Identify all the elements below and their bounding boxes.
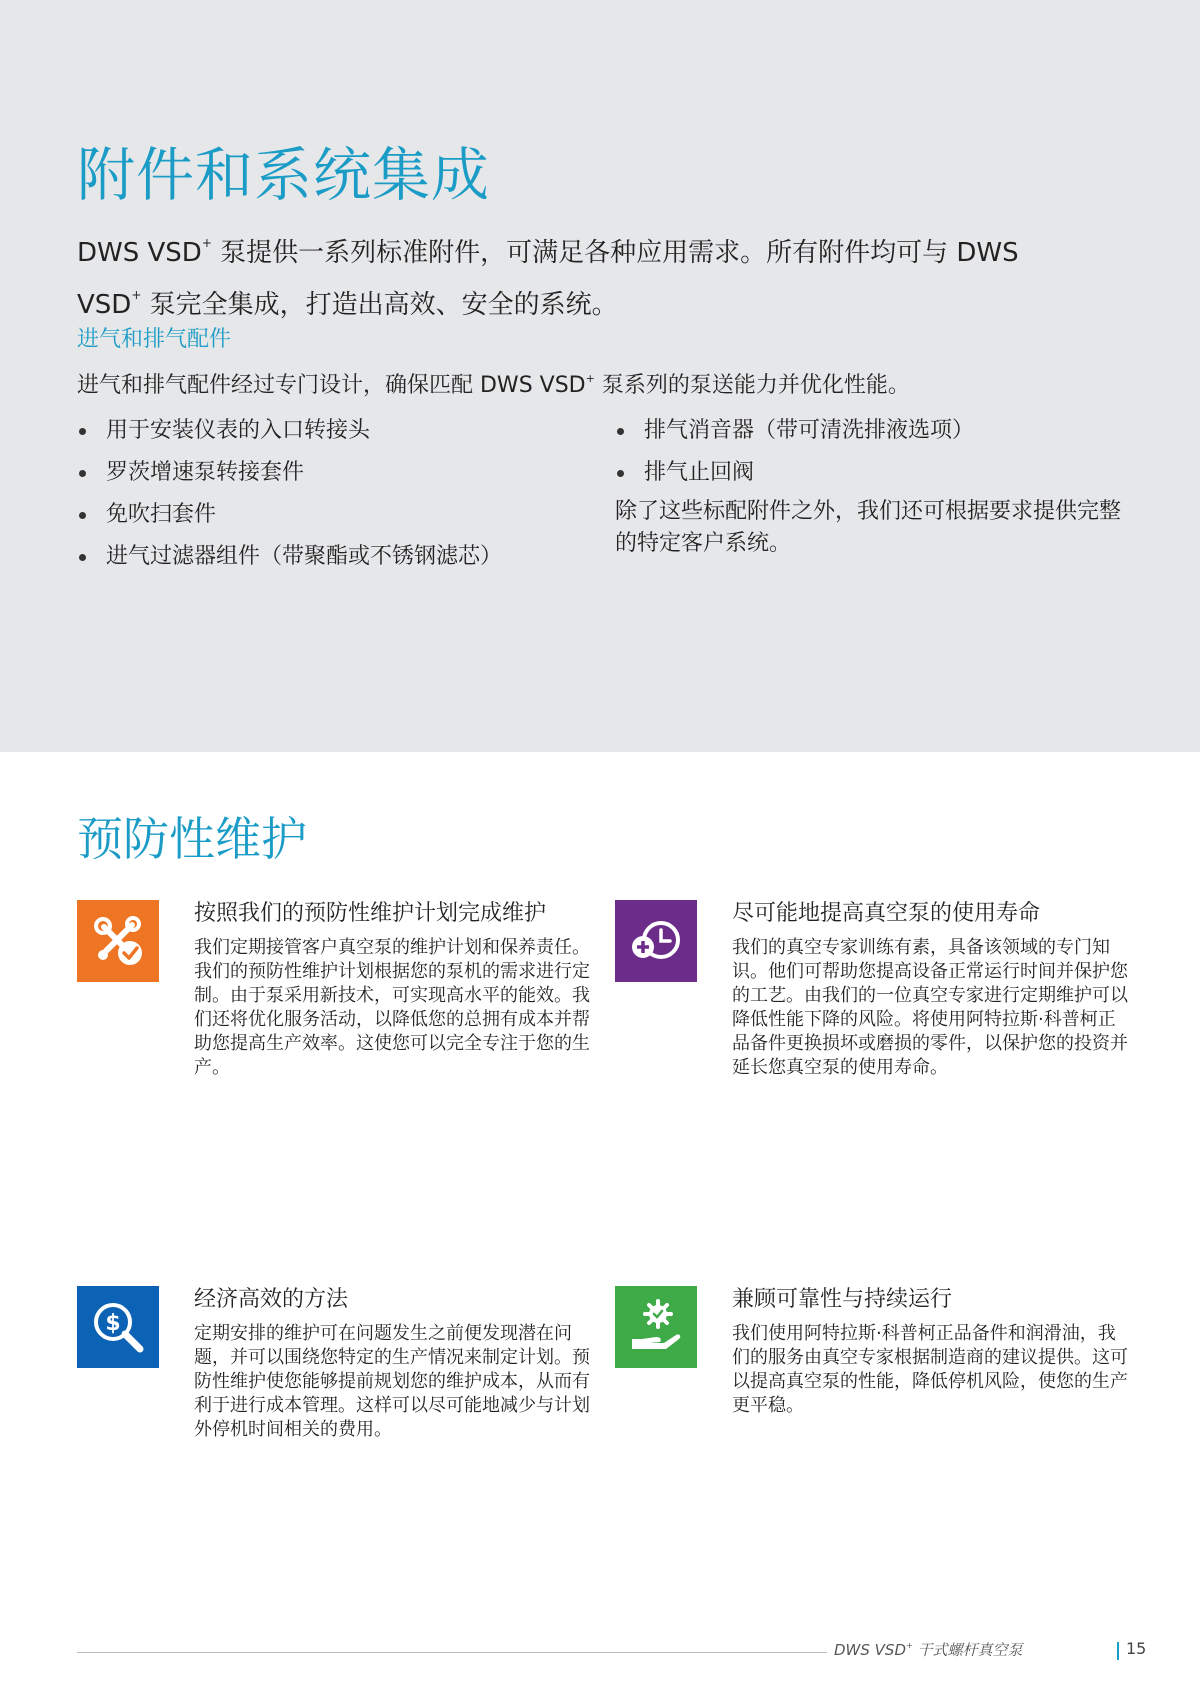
feature-title: 尽可能地提高真空泵的使用寿命 — [732, 901, 1041, 926]
sub-text-a: 进气和排气配件经过专门设计，确保匹配 DWS VSD — [77, 373, 586, 398]
accessory-list-left — [77, 416, 502, 584]
feature-body: 我们定期接管客户真空泵的维护计划和保养责任。我们的预防性维护计划根据您的泵机的需求进行定制。由于泵采用新技术，可实现高水平的能效。我们还将优化服务活动，以降低您的总拥有成本并帮助您提高生产效率。这使您可以完全专注于您的生产。 — [194, 937, 590, 1078]
page-number-separator — [1117, 1642, 1119, 1660]
superscript-plus: + — [201, 236, 212, 250]
intro-line1-b: 泵提供一系列标准附件，可满足各种应用需求。所有附件均可与 DWS — [211, 238, 1019, 268]
svg-text:$: $ — [105, 1311, 121, 1336]
footer-divider — [77, 1652, 827, 1653]
accessories-title: 附件和系统集成 — [77, 141, 491, 209]
accessory-list-right — [615, 416, 974, 500]
intro-line2-b: 泵完全集成，打造出高效、安全的系统。 — [141, 290, 618, 320]
hand-gear-icon — [615, 1286, 697, 1368]
inlet-exhaust-subheading: 进气和排气配件 — [77, 327, 232, 352]
feature-title: 兼顾可靠性与持续运行 — [732, 1287, 953, 1312]
list-item: 排气止回阀 — [615, 458, 974, 500]
clock-plus-icon — [615, 900, 697, 982]
intro-line2-a: VSD — [77, 290, 132, 320]
tools-check-icon — [77, 900, 159, 982]
inlet-exhaust-description — [77, 364, 1117, 401]
superscript-plus: + — [131, 288, 142, 302]
superscript-plus: + — [906, 1641, 913, 1650]
accessories-intro — [77, 222, 1097, 326]
page-number: 15 — [1126, 1639, 1147, 1658]
list-item: 用于安装仪表的入口转接头 — [77, 416, 502, 458]
dollar-search-icon — [77, 1286, 159, 1368]
footer-product-a: DWS VSD — [834, 1641, 907, 1659]
list-item: 罗茨增速泵转接套件 — [77, 458, 502, 500]
feature-title: 按照我们的预防性维护计划完成维护 — [194, 901, 547, 926]
feature-body: 定期安排的维护可在问题发生之前便发现潜在问题，并可以围绕您特定的生产情况来制定计划。预防性维护使您能够提前规划您的维护成本，从而有利于进行成本管理。这样可以尽可能地减少与计划外停机时间相关的费用。 — [194, 1323, 590, 1440]
feature-body: 我们的真空专家训练有素，具备该领域的专门知识。他们可帮助您提高设备正常运行时间并保护您的工艺。由我们的一位真空专家进行定期维护可以降低性能下降的风险。将使用阿特拉斯·科普柯正品备件更换损坏或磨损的零件，以保护您的投资并延长您真空泵的使用寿命。 — [732, 937, 1128, 1078]
list-item: 排气消音器（带可清洗排液选项） — [615, 416, 974, 458]
sub-text-b: 泵系列的泵送能力并优化性能。 — [594, 373, 910, 398]
superscript-plus: + — [585, 372, 595, 385]
footer-product-name — [834, 1639, 1023, 1660]
intro-line1-a: DWS VSD — [77, 238, 202, 268]
list-item: 进气过滤器组件（带聚酯或不锈钢滤芯） — [77, 542, 502, 584]
maintenance-title: 预防性维护 — [77, 812, 307, 866]
footer-product-b: 干式螺杆真空泵 — [912, 1641, 1023, 1659]
list-item: 免吹扫套件 — [77, 500, 502, 542]
custom-systems-note: 除了这些标配附件之外，我们还可根据要求提供完整的特定客户系统。 — [615, 499, 1122, 556]
feature-body: 我们使用阿特拉斯·科普柯正品备件和润滑油，我们的服务由真空专家根据制造商的建议提供。这可以提高真空泵的性能，降低停机风险，使您的生产更平稳。 — [732, 1323, 1128, 1416]
feature-title: 经济高效的方法 — [194, 1287, 349, 1312]
